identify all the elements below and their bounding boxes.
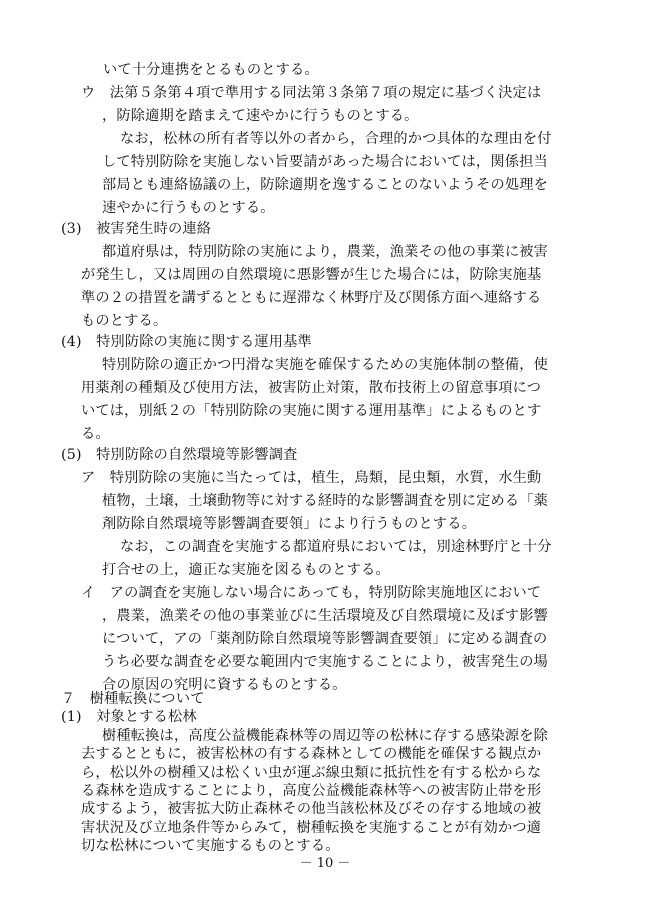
text-line: ，農業，漁業その他の事業並びに生活環境及び自然環境に及ぼす影響	[102, 608, 549, 624]
text-line: なお，この調査を実施する都道府県においては，別途林野庁と十分	[120, 539, 552, 555]
text-line: る森林を造成することにより，高度公益機能森林等への被害防止帯を形	[81, 783, 542, 799]
text-line: 都道府県は，特別防除の実施により，農業，漁業その他の事業に被害	[102, 244, 549, 260]
text-line: 害状況及び立地条件等からみて，樹種転換を実施することが有効かつ適	[81, 819, 542, 836]
text-line: 部局とも連絡協議の上，防除適期を逸することのないようその処理を	[102, 177, 549, 193]
text-line: ものとする。	[81, 313, 168, 329]
text-line: 剤防除自然環境等影響調査要領」により行うものとする。	[102, 516, 477, 532]
page-number: － 10 －	[299, 856, 351, 871]
text-line: 速やかに行うものとする。	[102, 200, 275, 216]
text-line: (1) 対象とする松林	[61, 709, 197, 726]
text-line: 準の２の措置を講ずるとともに遅滞なく林野庁及び関係方面へ連絡する	[81, 290, 542, 306]
text-line: る。	[81, 426, 110, 442]
text-line: (5) 特別防除の自然環境等影響調査	[61, 447, 298, 463]
text-line: 用薬剤の種類及び使用方法，被害防止対策，散布技術上の留意事項につ	[81, 380, 542, 396]
text-line: (4) 特別防除の実施に関する運用基準	[61, 334, 312, 350]
text-line: いては，別紙２の「特別防除の実施に関する運用基準」によるものとす	[81, 403, 542, 419]
text-line: ７ 樹種転換について	[61, 691, 205, 707]
text-line: 切な松林について実施するものとする。	[81, 838, 340, 855]
text-line: いて十分連携をとるものとする。	[103, 62, 319, 78]
text-line: 去するとともに，被害松林の有する森林としての機能を確保する観点か	[81, 746, 542, 763]
text-line: なお，松林の所有者等以外の者から，合理的かつ具体的な理由を付	[120, 131, 552, 147]
text-line: が発生し，又は周囲の自然環境に悪影響が生じた場合には，防除実施基	[81, 267, 542, 283]
text-line: 成するよう，被害拡大防止森林その他当該松林及びその存する地域の被	[81, 801, 542, 818]
text-line: 合の原因の究明に資するものとする。	[102, 677, 347, 693]
text-line: ，防除適期を踏まえて速やかに行うものとする。	[102, 108, 419, 124]
text-line: について，アの「薬剤防除自然環境等影響調査要領」に定める調査の	[102, 631, 548, 647]
text-line: うち必要な調査を必要な範囲内で実施することにより，被害発生の場	[102, 654, 549, 670]
text-line: ア 特別防除の実施に当たっては，植生，鳥類，昆虫類，水質，水生動	[81, 470, 542, 486]
text-line: 植物，土壌，土壌動物等に対する経時的な影響調査を別に定める「薬	[102, 493, 549, 509]
text-line: 特別防除の適正かつ円滑な実施を確保するための実施体制の整備，使	[102, 357, 549, 373]
text-line: (3) 被害発生時の連絡	[61, 221, 212, 237]
text-line: ら，松以外の樹種又は松くい虫が運ぶ線虫類に抵抗性を有する松からな	[81, 764, 542, 781]
text-line: イ アの調査を実施しない場合にあっても，特別防除実施地区において	[81, 585, 542, 601]
text-line: して特別防除を実施しない旨要請があった場合においては，関係担当	[102, 154, 548, 170]
text-line: ウ 法第５条第４項で準用する同法第３条第７項の規定に基づく決定は	[81, 85, 542, 101]
text-line: 樹種転換は，高度公益機能森林等の周辺等の松林に存する感染源を除	[102, 727, 549, 744]
text-line: 打合せの上，適正な実施を図るものとする。	[102, 562, 390, 578]
